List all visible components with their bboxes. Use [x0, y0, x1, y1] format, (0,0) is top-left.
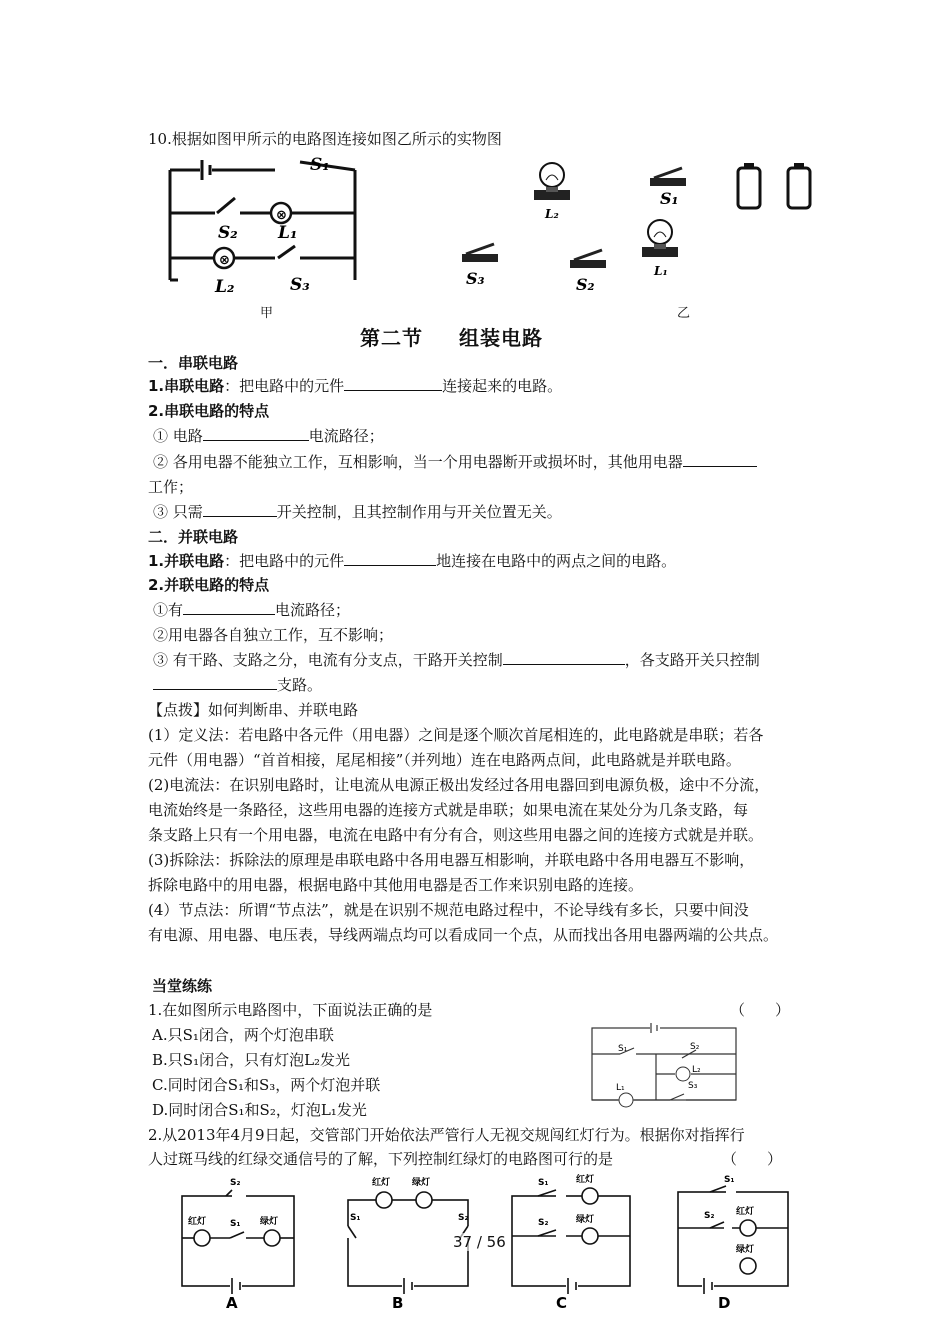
- q2-c-red: 红灯: [576, 1175, 595, 1185]
- q2-option-a-label: A: [226, 1294, 238, 1312]
- fill-blank[interactable]: [203, 502, 277, 517]
- svg-text:⊗: ⊗: [276, 208, 287, 223]
- section-title: [360, 322, 543, 351]
- tips-line: 元件（用电器）“首首相接，尾尾相接”（并列地）连在电路两点间，此电路就是并联电路。: [148, 751, 741, 769]
- series-feature-2: ② 各用电器不能独立工作，互相影响，当一个用电器断开或损坏时，其他用电器: [153, 451, 757, 473]
- q1-label-l2: L₂: [692, 1065, 701, 1075]
- q1-label-s1: S₁: [618, 1044, 628, 1054]
- option-c: C.同时闭合S₁和S₃，两个灯泡并联: [152, 1076, 381, 1094]
- parallel-feature-heading: 2.并联电路的特点: [148, 576, 270, 594]
- answer-paren-2[interactable]: （ ）: [722, 1150, 783, 1168]
- practice-heading: 当堂练练: [152, 977, 213, 995]
- tips-line: 有电源、用电器、电压表，导线两端点均可以看成同一个点，从而找出各用电器两端的公共点。: [148, 926, 779, 944]
- jia-label-l2: L₂: [215, 277, 235, 297]
- page-number: 37 / 56: [453, 1233, 506, 1251]
- fill-blank[interactable]: [153, 675, 277, 690]
- q2-option-c-label: C: [556, 1294, 568, 1312]
- battery-icon: [738, 163, 810, 208]
- tips-line: (3)拆除法：拆除法的原理是串联电路中各用电器互相影响，并联电路中各用电器互不影响，: [148, 851, 755, 869]
- q2-option-d-label: D: [718, 1294, 731, 1312]
- option-a: A.只S₁闭合，两个灯泡串联: [152, 1026, 334, 1044]
- switch-s2-icon: [570, 250, 606, 268]
- answer-paren-1[interactable]: （ ）: [730, 1001, 791, 1019]
- q2-d-green: 绿灯: [736, 1245, 755, 1255]
- yi-label-s3: S₃: [466, 269, 485, 288]
- tips-line: 拆除电路中的用电器，根据电路中其他用电器是否工作来识别电路的连接。: [148, 876, 644, 894]
- option-b: B.只S₁闭合，只有灯泡L₂发光: [152, 1051, 351, 1069]
- svg-text:⊗: ⊗: [219, 253, 230, 268]
- yi-label-l1: L₁: [654, 264, 668, 278]
- q2-d-s2: S₂: [704, 1211, 715, 1221]
- parallel-feature-1: ①有 电流路径；: [153, 601, 351, 619]
- q2-c-green: 绿灯: [576, 1215, 595, 1225]
- q2-option-b-label: B: [392, 1294, 404, 1312]
- yi-label-s1: S₁: [660, 189, 679, 208]
- parallel-feature-3: ③ 有干路、支路之分，电流有分支点，干路开关控制 ，各支路开关只控制: [153, 651, 760, 669]
- switch-s3-icon: [462, 244, 498, 262]
- q2-b-s2: S₂: [458, 1213, 469, 1223]
- yi-label-s2: S₂: [576, 275, 595, 294]
- q2-a-red: 红灯: [188, 1217, 207, 1227]
- fill-blank[interactable]: [183, 600, 275, 615]
- parallel-feature-2: ②用电器各自独立工作，互不影响；: [153, 626, 394, 644]
- series-definition: 1.串联电路：把电路中的元件 连接起来的电路。: [148, 377, 563, 395]
- physical-parts-yi: [450, 150, 830, 300]
- jia-label-s2: S₂: [218, 223, 238, 243]
- series-feature-2-cont: 工作；: [148, 478, 194, 496]
- tips-line: 条支路上只有一个用电器，电流在电路中有分有合，则这些用电器之间的连接方式就是并联。: [148, 826, 764, 844]
- q2-d-s1: S₁: [724, 1175, 735, 1185]
- parallel-heading: 二．并联电路: [148, 528, 239, 546]
- q1-label-s3: S₃: [688, 1081, 698, 1091]
- question-2-line-1: 2.从2013年4月9日起，交管部门开始依法严管行人无视交规闯红灯行为。根据你对指挥行: [148, 1126, 745, 1144]
- section-number: 第二节: [360, 326, 423, 350]
- question-2-line-2: 人过斑马线的红绿交通信号的了解，下列控制红绿灯的电路图可行的是: [148, 1150, 614, 1168]
- tips-heading: 【点拨】如何判断串、并联电路: [148, 701, 359, 719]
- fill-blank[interactable]: [344, 376, 442, 391]
- q2-c-s2: S₂: [538, 1218, 549, 1228]
- series-feature-heading: 2.串联电路的特点: [148, 402, 270, 420]
- q2-b-s1: S₁: [350, 1213, 361, 1223]
- parallel-feature-3-cont: 支路。: [153, 674, 322, 696]
- switch-s1-icon: [650, 168, 686, 186]
- q2-a-green: 绿灯: [260, 1217, 279, 1227]
- fill-blank[interactable]: [683, 452, 757, 467]
- q2-d-red: 红灯: [736, 1207, 755, 1217]
- q2-b-red: 红灯: [372, 1178, 391, 1188]
- q1-circuit-diagram: [590, 1022, 740, 1104]
- fill-blank[interactable]: [344, 551, 436, 566]
- caption-jia: 甲: [260, 306, 274, 321]
- jia-label-s1: S₁: [310, 155, 330, 175]
- option-d: D.同时闭合S₁和S₂，灯泡L₁发光: [152, 1101, 367, 1119]
- series-feature-1: ① 电路 电流路径；: [153, 427, 384, 445]
- tips-line: (1）定义法：若电路中各元件（用电器）之间是逐个顺次首尾相连的，此电路就是串联；若各: [148, 726, 764, 744]
- q2-a-s2: S₂: [230, 1178, 241, 1188]
- q1-label-s2: S₂: [690, 1042, 700, 1052]
- q2-b-green: 绿灯: [412, 1178, 431, 1188]
- bulb-l1-icon: [642, 220, 678, 257]
- fill-blank[interactable]: [503, 650, 625, 665]
- bulb-l2-icon: [534, 163, 570, 200]
- tips-line: 电流始终是一条路径，这些用电器的连接方式就是串联；如果电流在某处分为几条支路，每: [148, 801, 749, 819]
- caption-yi: 乙: [677, 306, 691, 321]
- fill-blank[interactable]: [203, 426, 309, 441]
- yi-label-l2: L₂: [545, 207, 559, 221]
- q10-text: 10.根据如图甲所示的电路图连接如图乙所示的实物图: [148, 130, 502, 148]
- series-heading: 一．串联电路: [148, 354, 239, 372]
- q2-c-s1: S₁: [538, 1178, 549, 1188]
- q1-label-l1: L₁: [616, 1083, 625, 1093]
- series-feature-3: ③ 只需 开关控制，且其控制作用与开关位置无关。: [153, 503, 562, 521]
- circuit-diagram-jia: [160, 155, 360, 298]
- jia-label-l1: L₁: [278, 223, 298, 243]
- section-name: 组装电路: [459, 326, 543, 350]
- tips-line: (2)电流法：在识别电路时，让电流从电源正极出发经过各用电器回到电源负极，途中不分流，: [148, 776, 770, 794]
- tips-line: (4）节点法：所谓“节点法”，就是在识别不规范电路过程中，不论导线有多长，只要中间没: [148, 901, 749, 919]
- q2-a-s1: S₁: [230, 1219, 241, 1229]
- parallel-definition: 1.并联电路：把电路中的元件 地连接在电路中的两点之间的电路。: [148, 552, 677, 570]
- jia-label-s3: S₃: [290, 275, 310, 295]
- question-1: 1.在如图所示电路图中，下面说法正确的是: [148, 1001, 433, 1019]
